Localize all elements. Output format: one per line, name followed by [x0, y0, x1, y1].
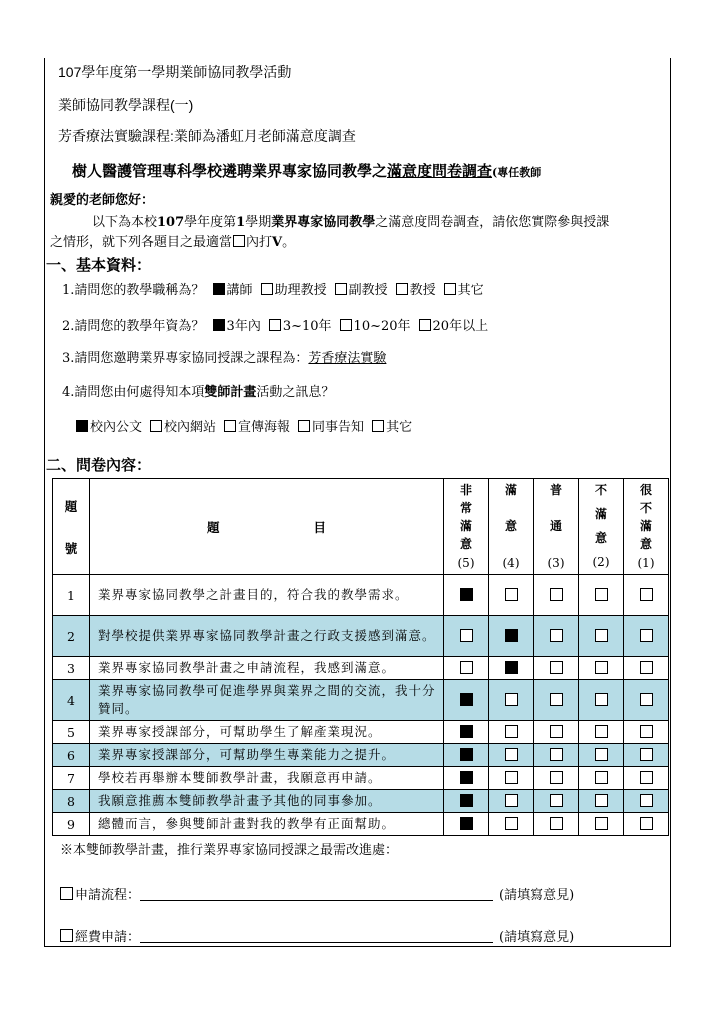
intro-text: 學年度第: [184, 215, 237, 230]
input-line[interactable]: [140, 900, 493, 901]
header-no-char: 題: [64, 498, 78, 514]
q2-label: 2.請問您的教學年資為？: [62, 319, 205, 334]
header-no-char: 號: [64, 540, 78, 556]
header-line-1: 107學年度第一學期業師協同教學活動: [58, 64, 292, 80]
checkbox-icon[interactable]: [550, 771, 563, 784]
row-number: 7: [53, 767, 90, 790]
row-number: 9: [53, 813, 90, 836]
improve-label: 申請流程：: [75, 888, 141, 903]
checkbox-icon[interactable]: [550, 794, 563, 807]
option-label: 10~20年: [353, 319, 411, 334]
checkbox-icon[interactable]: [505, 794, 518, 807]
improve-note: ※本雙師教學計畫，推行業界專家協同授課之最需改進處：: [60, 843, 399, 858]
checkbox-icon[interactable]: [640, 771, 653, 784]
option-q1[interactable]: [440, 283, 484, 298]
intro-line-2: [50, 231, 295, 250]
scale-char: 不: [639, 500, 652, 515]
scale-char: 滿: [594, 506, 607, 521]
header-scale: [444, 479, 489, 575]
rating-cell[interactable]: [534, 657, 579, 680]
scale-char: 滿: [459, 519, 472, 533]
rating-cell[interactable]: [624, 813, 669, 836]
rating-cell[interactable]: [624, 575, 669, 616]
table-row: [53, 575, 669, 616]
rating-cell[interactable]: [534, 616, 579, 657]
checkbox-checked-icon[interactable]: [460, 771, 473, 784]
row-question: 對學校提供業界專家協同教學計畫之行政支援感到滿意。: [90, 616, 444, 657]
option-q2[interactable]: [336, 319, 411, 334]
rating-cell[interactable]: [624, 790, 669, 813]
greeting: 親愛的老師您好：: [50, 193, 155, 208]
rating-cell[interactable]: [444, 744, 489, 767]
row-number: 2: [53, 616, 90, 657]
scale-char: 意: [459, 537, 472, 552]
option-q2[interactable]: [209, 319, 261, 334]
checkbox-icon[interactable]: [640, 748, 653, 761]
rating-cell[interactable]: [489, 657, 534, 680]
q3-label: 3.請問您邀聘業界專家協同授課之課程為：: [62, 351, 309, 366]
intro-text: 學期: [245, 215, 272, 230]
checkbox-icon[interactable]: [372, 420, 384, 432]
option-q4[interactable]: [220, 420, 290, 435]
checkbox-checked-icon[interactable]: [460, 693, 473, 706]
title-underlined: 滿意度問卷調查: [387, 162, 493, 180]
scale-char: 普: [549, 482, 562, 497]
rating-cell[interactable]: [444, 657, 489, 680]
checkbox-icon[interactable]: [444, 283, 456, 295]
checkbox-icon[interactable]: [60, 929, 73, 942]
rating-cell[interactable]: [489, 790, 534, 813]
header-topic-char: 題: [206, 519, 220, 535]
rating-cell[interactable]: [489, 721, 534, 744]
rating-cell[interactable]: [579, 721, 624, 744]
scale-score: (5): [457, 555, 475, 570]
checkbox-icon[interactable]: [550, 588, 563, 601]
intro-text: 之滿意度問卷調查，請依您實際參與授課: [375, 215, 610, 230]
option-q2[interactable]: [265, 319, 332, 334]
option-q1[interactable]: [209, 283, 253, 298]
checkbox-icon[interactable]: [595, 725, 608, 738]
q2-options: [209, 319, 493, 334]
improve-label: 經費申請：: [75, 930, 141, 945]
checkbox-checked-icon[interactable]: [213, 319, 225, 331]
header-line-3: 芳香療法實驗課程:業師為潘虹月老師滿意度調查: [58, 128, 356, 144]
rating-cell[interactable]: [624, 767, 669, 790]
scale-char: 滿: [639, 519, 652, 533]
q1-row: [62, 279, 488, 298]
checkbox-checked-icon[interactable]: [213, 283, 225, 295]
checkbox-checked-icon[interactable]: [76, 420, 88, 432]
table-row: [53, 721, 669, 744]
rating-cell[interactable]: [489, 767, 534, 790]
checkbox-icon[interactable]: [595, 771, 608, 784]
rating-cell[interactable]: [444, 575, 489, 616]
scale-char: 通: [549, 519, 562, 533]
rating-cell[interactable]: [534, 767, 579, 790]
scale-char: 意: [639, 537, 652, 552]
option-q4[interactable]: [294, 420, 364, 435]
table-row: [53, 680, 669, 721]
rating-cell[interactable]: [489, 680, 534, 721]
rating-cell[interactable]: [579, 575, 624, 616]
option-label: 校內網站: [164, 420, 217, 435]
checkbox-icon[interactable]: [595, 817, 608, 830]
checkbox-icon[interactable]: [505, 588, 518, 601]
option-q4[interactable]: [368, 420, 412, 435]
row-question: 業界專家協同教學計畫之申請流程，我感到滿意。: [90, 657, 444, 680]
checkbox-checked-icon[interactable]: [460, 725, 473, 738]
table-row: [53, 790, 669, 813]
checkbox-icon[interactable]: [640, 817, 653, 830]
row-question: 學校若再舉辦本雙師教學計畫，我願意再申請。: [90, 767, 444, 790]
checkbox-icon[interactable]: [595, 629, 608, 642]
checkbox-icon[interactable]: [505, 771, 518, 784]
rating-cell[interactable]: [444, 767, 489, 790]
header-scale: [534, 479, 579, 575]
q4-label: 4.請問您由何處得知本項: [62, 385, 205, 400]
rating-cell[interactable]: [489, 744, 534, 767]
checkbox-checked-icon[interactable]: [460, 748, 473, 761]
checkbox-icon[interactable]: [335, 283, 347, 295]
header-topic-char: 目: [313, 519, 326, 535]
checkbox-icon[interactable]: [550, 725, 563, 738]
improve-item: [60, 926, 574, 945]
checkbox-icon[interactable]: [640, 661, 653, 674]
header-scale: [579, 479, 624, 575]
rating-cell[interactable]: [534, 575, 579, 616]
row-number: 1: [53, 575, 90, 616]
row-question: 業界專家協同教學之計畫目的，符合我的教學需求。: [90, 575, 444, 616]
q2-row: [62, 315, 492, 334]
improve-hint: (請填寫意見): [499, 888, 575, 903]
rating-cell[interactable]: [444, 616, 489, 657]
checkbox-checked-icon[interactable]: [460, 588, 473, 601]
row-question: 業界專家協同教學可促進學界與業界之間的交流，我十分贊同。: [90, 680, 444, 721]
rating-cell[interactable]: [444, 813, 489, 836]
scale-score: (2): [592, 555, 610, 570]
checkbox-checked-icon[interactable]: [505, 629, 518, 642]
checkbox-icon[interactable]: [60, 887, 73, 900]
checkbox-icon[interactable]: [550, 629, 563, 642]
section1-heading: 一、基本資料：: [46, 256, 152, 274]
table-row: [53, 657, 669, 680]
checkbox-icon[interactable]: [550, 693, 563, 706]
check-mark: V: [272, 235, 283, 250]
rating-cell[interactable]: [489, 616, 534, 657]
checkbox-icon[interactable]: [261, 283, 273, 295]
q4-row: [62, 381, 334, 400]
checkbox-icon[interactable]: [640, 794, 653, 807]
checkbox-icon[interactable]: [640, 588, 653, 601]
q4-label: 活動之訊息？: [256, 385, 335, 400]
intro-term: 1: [236, 215, 246, 230]
option-label: 教授: [409, 283, 436, 298]
improve-item: [60, 884, 574, 903]
checkbox-icon[interactable]: [550, 748, 563, 761]
checkbox-icon[interactable]: [505, 817, 518, 830]
row-number: 8: [53, 790, 90, 813]
q4-options: [72, 416, 416, 435]
scale-score: (1): [637, 555, 655, 570]
checkbox-icon[interactable]: [505, 748, 518, 761]
table-row: [53, 616, 669, 657]
rating-cell[interactable]: [579, 616, 624, 657]
checkbox-icon[interactable]: [460, 629, 473, 642]
form-title: [72, 160, 541, 181]
rating-cell[interactable]: [534, 744, 579, 767]
checkbox-icon[interactable]: [460, 661, 473, 674]
scale-char: 滿: [504, 482, 517, 497]
scale-score: (3): [547, 555, 565, 570]
table-row: [53, 767, 669, 790]
q3-value: 芳香療法實驗: [308, 351, 387, 366]
header-no: [53, 479, 90, 575]
checkbox-icon[interactable]: [396, 283, 408, 295]
option-q1[interactable]: [392, 283, 436, 298]
option-label: 20年以上: [432, 319, 489, 334]
q3-row: [62, 347, 386, 366]
q1-label: 1.請問您的教學職稱為？: [62, 283, 205, 298]
scale-char: 非: [459, 482, 472, 497]
option-q1[interactable]: [331, 283, 388, 298]
option-label: 3年內: [226, 319, 261, 334]
checkbox-icon[interactable]: [640, 629, 653, 642]
option-label: 3~10年: [282, 319, 332, 334]
rating-cell[interactable]: [489, 575, 534, 616]
checkbox-checked-icon[interactable]: [505, 661, 518, 674]
option-q4[interactable]: [72, 420, 142, 435]
checkbox-icon[interactable]: [419, 319, 431, 331]
q1-options: [209, 283, 488, 298]
checkbox-checked-icon[interactable]: [460, 817, 473, 830]
survey-table: [52, 478, 669, 846]
section2-heading: 二、問卷內容：: [46, 456, 152, 474]
header-line-2: 業師協同教學課程(一): [58, 97, 194, 113]
rating-cell[interactable]: [444, 680, 489, 721]
table-header: [53, 479, 669, 575]
title-suffix: (專任教師: [492, 166, 542, 179]
rating-cell[interactable]: [579, 813, 624, 836]
row-question: 總體而言，參與雙師計畫對我的教學有正面幫助。: [90, 813, 444, 836]
option-q4[interactable]: [146, 420, 216, 435]
table-row: [53, 813, 669, 836]
rating-cell[interactable]: [624, 680, 669, 721]
row-question: 我願意推薦本雙師教學計畫予其他的同事參加。: [90, 790, 444, 813]
checkbox-icon: [233, 235, 245, 247]
header-scale: [624, 479, 669, 575]
row-number: 4: [53, 680, 90, 721]
checkbox-icon[interactable]: [595, 588, 608, 601]
checkbox-icon[interactable]: [595, 794, 608, 807]
row-number: 3: [53, 657, 90, 680]
rating-cell[interactable]: [624, 721, 669, 744]
title-prefix: 樹人醫護管理專科學校遴聘業界專家協同教學之: [72, 162, 388, 180]
improve-hint: (請填寫意見): [499, 930, 575, 945]
checkbox-icon[interactable]: [640, 693, 653, 706]
intro-text: 之情形，就下列各題目之最適當: [50, 235, 233, 250]
intro-year: 107: [157, 215, 185, 230]
row-question: 業界專家授課部分，可幫助學生專業能力之提升。: [90, 744, 444, 767]
scale-score: (4): [502, 555, 520, 570]
option-label: 其它: [457, 283, 484, 298]
checkbox-icon[interactable]: [269, 319, 281, 331]
rating-cell[interactable]: [624, 657, 669, 680]
intro-line-1: [92, 211, 609, 230]
q4-program: 雙師計畫: [204, 385, 257, 400]
scale-char: 意: [594, 531, 607, 546]
rating-cell[interactable]: [579, 657, 624, 680]
rating-cell[interactable]: [444, 790, 489, 813]
checkbox-icon[interactable]: [595, 748, 608, 761]
rating-cell[interactable]: [579, 790, 624, 813]
option-label: 副教授: [348, 283, 388, 298]
option-label: 講師: [226, 283, 253, 298]
option-label: 其它: [386, 420, 413, 435]
option-label: 校內公文: [90, 420, 143, 435]
rating-cell[interactable]: [624, 744, 669, 767]
option-label: 同事告知: [312, 420, 365, 435]
rating-cell[interactable]: [624, 616, 669, 657]
checkbox-icon[interactable]: [595, 661, 608, 674]
intro-text: 。: [282, 235, 296, 250]
scale-char: 意: [504, 519, 517, 533]
row-number: 6: [53, 744, 90, 767]
scale-char: 很: [639, 482, 652, 497]
checkbox-icon[interactable]: [224, 420, 236, 432]
rating-cell[interactable]: [579, 744, 624, 767]
rating-cell[interactable]: [444, 721, 489, 744]
row-question: 業界專家授課部分，可幫助學生了解產業現況。: [90, 721, 444, 744]
checkbox-icon[interactable]: [505, 725, 518, 738]
row-number: 5: [53, 721, 90, 744]
rating-cell[interactable]: [489, 813, 534, 836]
scale-char: 常: [459, 500, 472, 515]
rating-cell[interactable]: [579, 680, 624, 721]
rating-cell[interactable]: [579, 767, 624, 790]
option-label: 宣傳海報: [238, 420, 291, 435]
checkbox-icon[interactable]: [550, 817, 563, 830]
rating-cell[interactable]: [534, 790, 579, 813]
header-topic: [90, 479, 444, 575]
option-q1[interactable]: [257, 283, 327, 298]
checkbox-icon[interactable]: [150, 420, 162, 432]
header-scale: [489, 479, 534, 575]
checkbox-checked-icon[interactable]: [460, 794, 473, 807]
input-line[interactable]: [140, 942, 493, 943]
option-label: 助理教授: [274, 283, 327, 298]
rating-cell[interactable]: [534, 721, 579, 744]
checkbox-icon[interactable]: [505, 693, 518, 706]
option-q2[interactable]: [415, 319, 489, 334]
checkbox-icon[interactable]: [595, 693, 608, 706]
intro-text: 以下為本校: [92, 215, 158, 230]
checkbox-icon[interactable]: [340, 319, 352, 331]
intro-program: 業界專家協同教學: [271, 215, 376, 230]
rating-cell[interactable]: [534, 680, 579, 721]
checkbox-icon[interactable]: [298, 420, 310, 432]
table-row: [53, 744, 669, 767]
checkbox-icon[interactable]: [550, 661, 563, 674]
scale-char: 不: [594, 482, 607, 497]
intro-text: 內打: [246, 235, 273, 250]
rating-cell[interactable]: [534, 813, 579, 836]
checkbox-icon[interactable]: [640, 725, 653, 738]
